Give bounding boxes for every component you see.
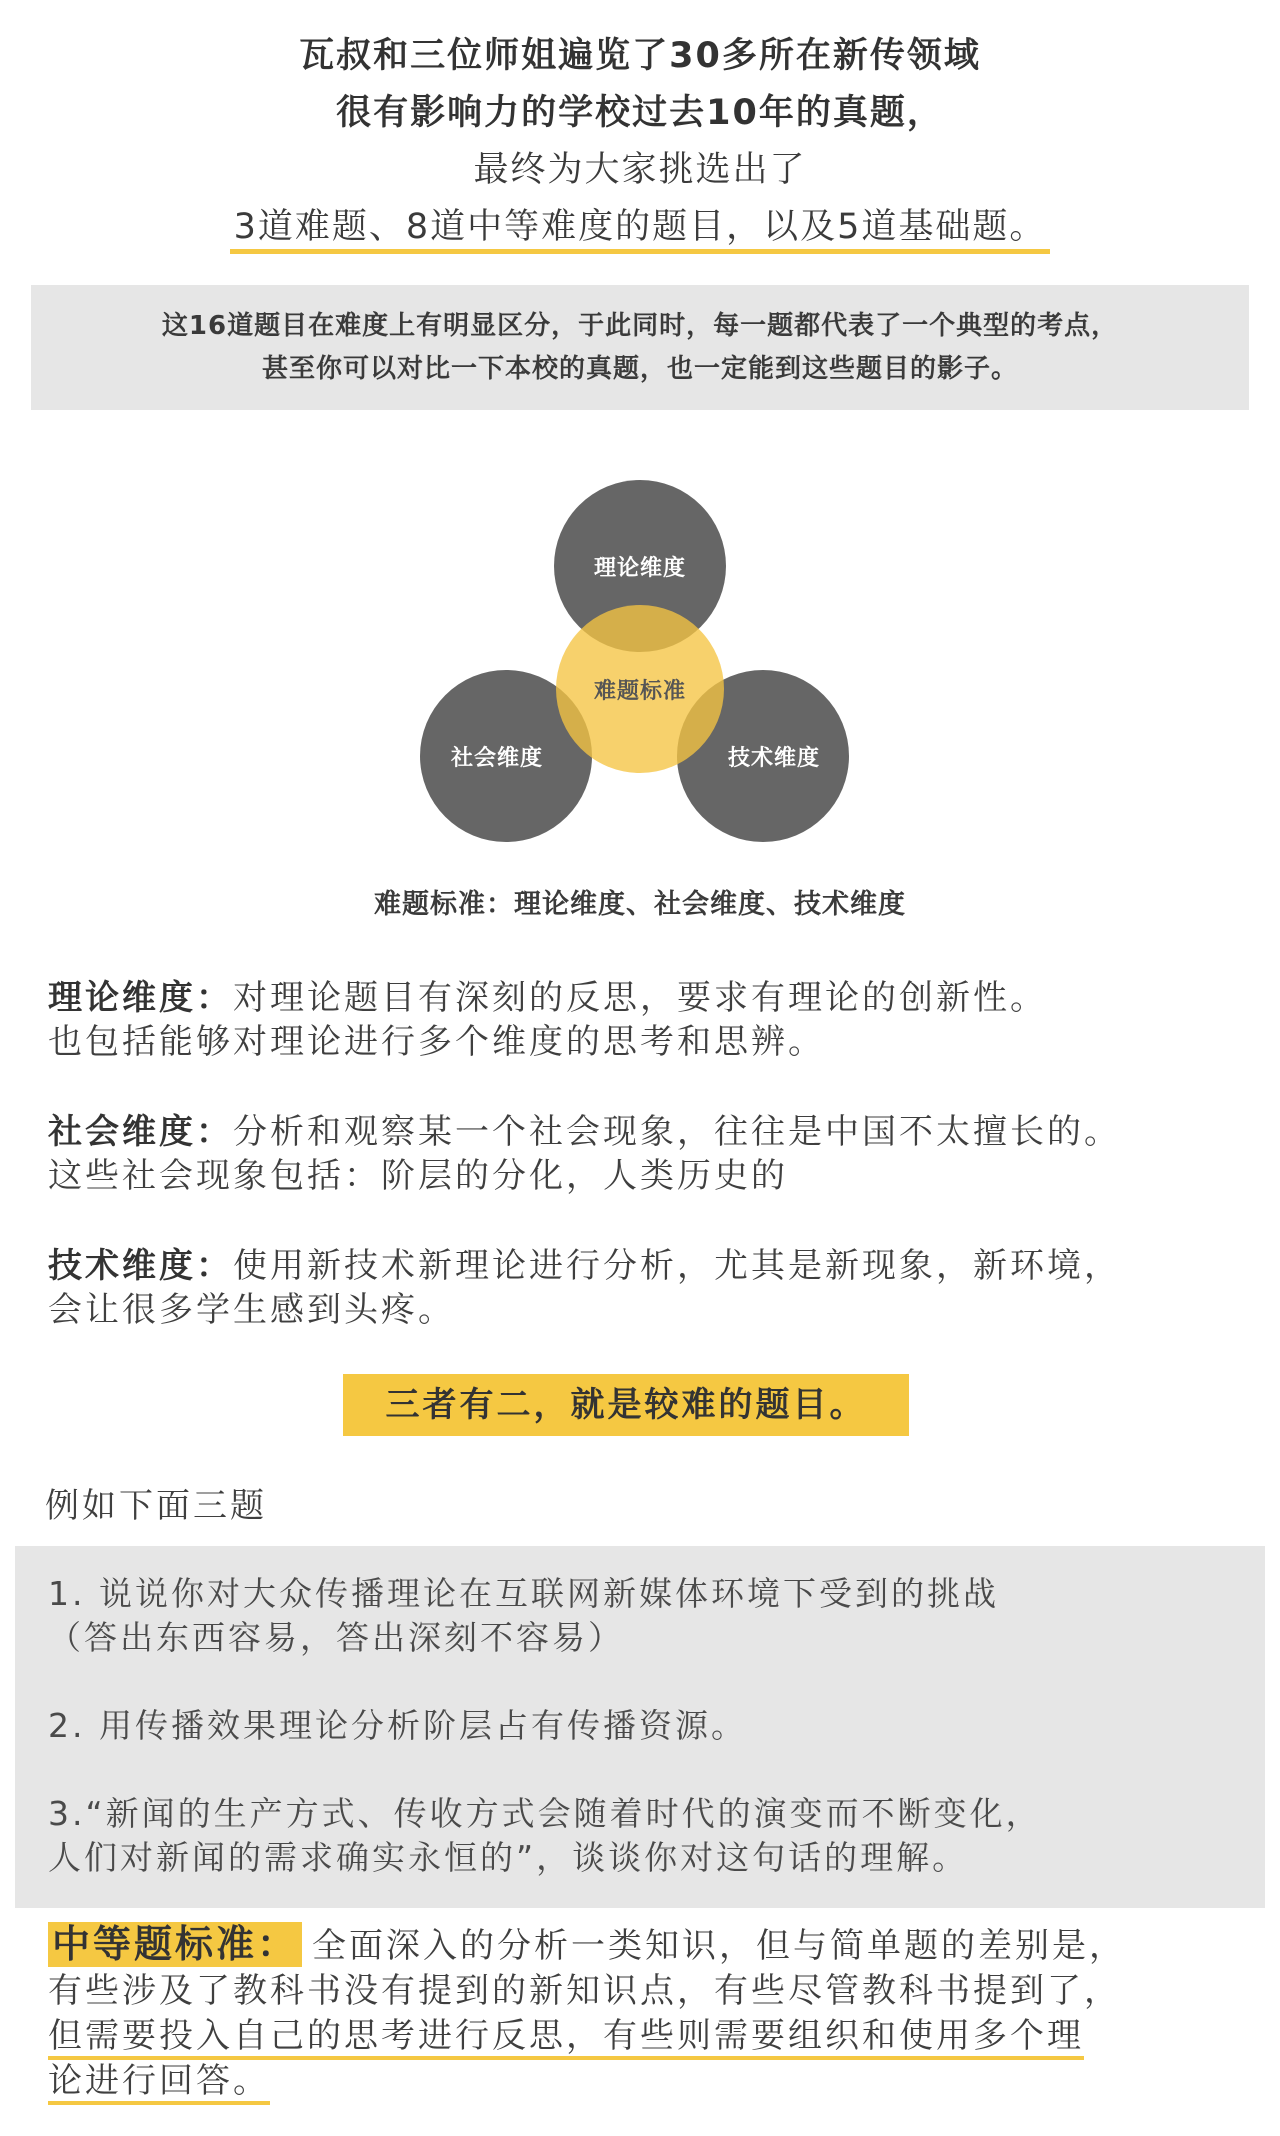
dimension-society-key: 社会维度： [48,1112,233,1152]
medium-line-4: 论进行回答。 [48,2061,270,2105]
medium-line-2: 有些涉及了教科书没有提到的新知识点，有些尽管教科书提到了， [48,1971,1121,2011]
questions-box [15,1546,1265,1908]
dimension-tech [48,1244,1248,1332]
venn-caption: 难题标准：理论维度、社会维度、技术维度 [374,889,906,920]
dimension-society-text-2: 这些社会现象包括：阶层的分化，人类历史的 [48,1156,788,1196]
dimension-tech-key: 技术维度： [48,1246,233,1286]
intro-line-4: 3道难题、8道中等难度的题目，以及5道基础题。 [234,199,1047,256]
venn-label-society: 社会维度 [450,745,543,771]
question-2-line-1: 2. 用传播效果理论分析阶层占有传播资源。 [48,1706,747,1745]
dimension-tech-text-1: 使用新技术新理论进行分析，尤其是新现象，新环境， [233,1246,1121,1286]
example-intro: 例如下面三题 [45,1486,267,1526]
question-1-line-1: 1. 说说你对大众传播理论在互联网新媒体环境下受到的挑战 [48,1574,999,1613]
dimension-theory-text-2: 也包括能够对理论进行多个维度的思考和思辨。 [48,1022,825,1062]
question-item [48,1704,1265,1748]
callout-banner: 三者有二，就是较难的题目。 [343,1374,909,1436]
note-box [31,285,1249,410]
venn-label-theory: 理论维度 [593,555,686,581]
dimension-theory-key: 理论维度： [48,978,233,1018]
question-item [48,1572,1265,1660]
question-1-line-2: （答出东西容易，答出深刻不容易） [48,1618,624,1657]
question-3-line-1: 3.“新闻的生产方式、传收方式会随着时代的演变而不断变化， [48,1794,1042,1833]
intro-heading [0,28,1280,256]
question-3-line-2: 人们对新闻的需求确实永恒的”，谈谈你对这句话的理解。 [48,1838,969,1877]
venn-label-tech: 技术维度 [727,745,820,771]
medium-standard [48,1922,1248,2104]
dimension-society [48,1110,1248,1198]
dimension-society-text-1: 分析和观察某一个社会现象，往往是中国不太擅长的。 [233,1112,1121,1152]
medium-line-3: 但需要投入自己的思考进行反思，有些则需要组织和使用多个理 [48,2016,1084,2060]
note-line-1: 这16道题目在难度上有明显区分，于此同时，每一题都代表了一个典型的考点， [161,311,1119,341]
medium-line-1: 全面深入的分析一类知识，但与简单题的差别是， [312,1926,1127,1966]
intro-line-2: 很有影响力的学校过去10年的真题， [336,93,944,133]
venn-diagram [420,480,860,850]
dimension-theory [48,976,1248,1064]
intro-line-3: 最终为大家挑选出了 [473,150,807,190]
dimension-theory-text-1: 对理论题目有深刻的反思，要求有理论的创新性。 [233,978,1047,1018]
note-line-2: 甚至你可以对比一下本校的真题，也一定能到这些题目的影子。 [261,354,1018,384]
dimension-tech-text-2: 会让很多学生感到头疼。 [48,1290,455,1330]
medium-label: 中等题标准： [48,1922,302,1967]
venn-circle-center [556,605,724,773]
venn-label-center: 难题标准 [593,678,686,704]
intro-line-1: 瓦叔和三位师姐遍览了30多所在新传领域 [299,36,981,76]
question-item [48,1792,1265,1880]
